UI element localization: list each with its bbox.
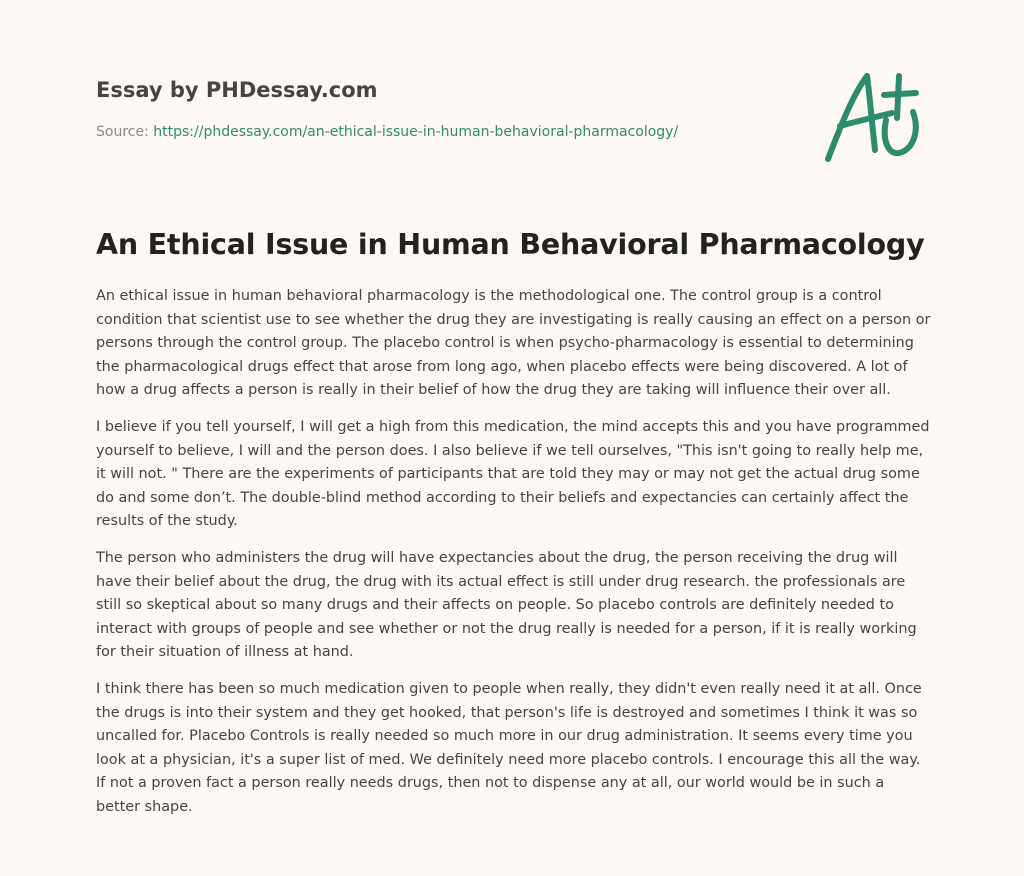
essay-paragraph: The person who administers the drug will have expectancies about the drug, the person receiving the drug will have their belief about the drug, the drug with its actual effect is still under drug research. the professionals are still so skeptical about so many drugs and their affects on people. So placebo controls are definitely needed to interact with groups of people and see whether or not the drug really is needed for a person, if it is really working for their situation of illness at hand. [96, 549, 917, 661]
essay-body [96, 285, 932, 832]
essay-title: An Ethical Issue in Human Behavioral Pharmacology [96, 228, 925, 261]
site-brand: Essay by PHDessay.com [96, 78, 378, 102]
source-link[interactable]: https://phdessay.com/an-ethical-issue-in-human-behavioral-pharmacology/ [153, 124, 679, 140]
essay-paragraph: An ethical issue in human behavioral pharmacology is the methodological one. The control group is a control condition that scientist use to see whether the drug they are investigating is really causing an effect on a person or persons through the control group. The placebo control is when psycho-pharmacology is essential to determining the pharmacological drugs effect that arose from long ago, when placebo effects were being discovered. A lot of how a drug affects a person is really in their belief of how the drug they are taking will influence their over all. [96, 288, 931, 399]
source-label: Source: [96, 124, 149, 140]
source-line [96, 122, 796, 142]
a-plus-grade-icon [820, 68, 930, 168]
essay-paragraph: I think there has been so much medication given to people when really, they didn't even really need it at all. Once the drugs is into their system and they get hooked, that person's life is destroyed and sometimes I think it was so uncalled for. Placebo Controls is really needed so much more in our drug administration. It seems every time you look at a physician, it's a super list of med. We definitely need more placebo controls. I encourage this all the way. If not a proven fact a person really needs drugs, then not to dispense any at all, our world would be in such a better shape. [96, 680, 922, 815]
essay-header [96, 76, 796, 142]
essay-paragraph: I believe if you tell yourself, I will get a high from this medication, the mind accepts this and you have programmed yourself to believe, I will and the person does. I also believe if we tell ourselves, "This isn't going to really help me, it will not. " There are the experiments of participants that are told they may or may not get the actual drug some do and some don’t. The double-blind method according to their beliefs and expectancies can certainly affect the results of the study. [96, 418, 930, 530]
